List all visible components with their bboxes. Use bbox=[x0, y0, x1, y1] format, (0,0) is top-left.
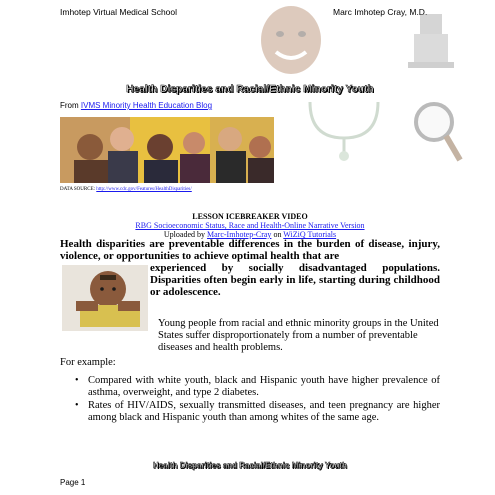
list-item: • Compared with white youth, black and Hispanic youth have higher prevalence of asthma, overweight, and type 2 diabetes. bbox=[60, 375, 440, 398]
video-link[interactable]: RBG Socioeconomic Status, Race and Health-Online Narrative Version bbox=[135, 221, 365, 230]
uploader-link[interactable]: Marc-Imhotep-Cray bbox=[207, 230, 272, 239]
bullet-list bbox=[60, 375, 440, 425]
header-school-name: Imhotep Virtual Medical School bbox=[60, 7, 178, 17]
child-face-watermark-icon bbox=[250, 0, 332, 78]
footer-title: Health Disparities and Racial/Ethnic Minority Youth bbox=[153, 461, 347, 470]
platform-link[interactable]: WiZiQ Tutorials bbox=[283, 230, 337, 239]
body-paragraph bbox=[60, 318, 440, 354]
uploaded-on: on bbox=[271, 230, 284, 239]
document-title: Health Disparities and Racial/Ethnic Minority Youth bbox=[126, 84, 374, 95]
statue-watermark-icon bbox=[398, 8, 464, 70]
from-prefix: From bbox=[60, 101, 81, 110]
youth-group-photo bbox=[60, 117, 274, 183]
magnifier-watermark-icon bbox=[410, 100, 466, 164]
video-link-line bbox=[60, 221, 440, 230]
example-label: For example: bbox=[60, 357, 116, 368]
body-paragraph-text: Young people from racial and ethnic minority groups in the United States suffer disproportionately from a number of preventable diseases and health problems. bbox=[158, 318, 439, 353]
header-author: Marc Imhotep Cray, M.D. bbox=[333, 7, 428, 17]
data-source-label: DATA SOURCE: bbox=[60, 187, 97, 192]
uploaded-prefix: Uploaded by bbox=[163, 230, 208, 239]
lead-text-2: experienced by socially disadvantaged populations. Disparities often begin early in life, starting during childhood or adolescence. bbox=[150, 262, 440, 299]
lead-text-1: Health disparities are preventable differences in the burden of disease, injury, violence, or opportunities to achieve optimal health that are bbox=[60, 238, 440, 263]
stethoscope-watermark-icon bbox=[300, 98, 388, 162]
data-source bbox=[60, 187, 192, 192]
from-line bbox=[60, 101, 212, 110]
blog-link[interactable]: IVMS Minority Health Education Blog bbox=[80, 101, 213, 110]
list-item: • Rates of HIV/AIDS, sexually transmitted diseases, and teen pregnancy are higher among black and Hispanic youth than among whites of the same age. bbox=[60, 400, 440, 423]
cdc-link[interactable]: http://www.cdc.gov/Features/HealthDisparities/ bbox=[96, 187, 192, 192]
page-number: Page 1 bbox=[60, 478, 86, 487]
video-heading: LESSON ICEBREAKER VIDEO bbox=[192, 212, 308, 221]
